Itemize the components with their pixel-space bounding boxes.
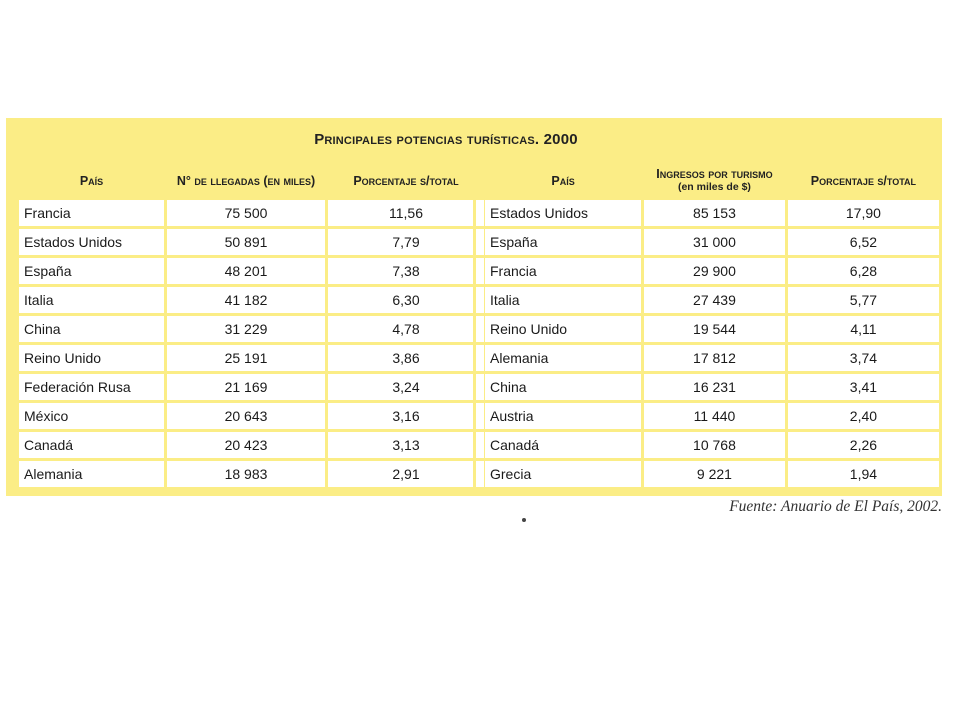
percentage-cell: 1,94 (788, 461, 939, 487)
table-row (19, 374, 484, 400)
value-cell: 9 221 (644, 461, 785, 487)
country-cell: Austria (485, 403, 641, 429)
stray-dot (522, 518, 526, 522)
country-cell: Alemania (19, 461, 164, 487)
table-row (485, 200, 939, 226)
revenue-table (482, 162, 942, 490)
country-cell: Grecia (485, 461, 641, 487)
country-cell: Reino Unido (19, 345, 164, 371)
percentage-cell: 5,77 (788, 287, 939, 313)
value-cell: 17 812 (644, 345, 785, 371)
value-cell: 10 768 (644, 432, 785, 458)
header-row (485, 165, 939, 197)
value-cell: 41 182 (167, 287, 325, 313)
arrivals-table-body (19, 200, 484, 487)
country-cell: España (485, 229, 641, 255)
header-percentage: Porcentaje s/total (328, 165, 484, 197)
table-row (485, 345, 939, 371)
table-row (19, 432, 484, 458)
table-row (485, 316, 939, 342)
table-title: Principales potencias turísticas. 2000 (314, 130, 578, 148)
country-cell: Italia (19, 287, 164, 313)
percentage-cell: 11,56 (328, 200, 484, 226)
table-divider (473, 162, 476, 494)
percentage-cell: 3,13 (328, 432, 484, 458)
table-row (485, 432, 939, 458)
percentage-cell: 2,26 (788, 432, 939, 458)
value-cell: 85 153 (644, 200, 785, 226)
source-note: Fuente: Anuario de El País, 2002. (729, 498, 942, 515)
country-cell: Reino Unido (485, 316, 641, 342)
revenue-table-body (485, 200, 939, 487)
table-row (19, 403, 484, 429)
value-cell: 75 500 (167, 200, 325, 226)
country-cell: China (485, 374, 641, 400)
value-cell: 16 231 (644, 374, 785, 400)
percentage-cell: 6,28 (788, 258, 939, 284)
country-cell: Estados Unidos (485, 200, 641, 226)
percentage-cell: 7,38 (328, 258, 484, 284)
percentage-cell: 3,74 (788, 345, 939, 371)
country-cell: China (19, 316, 164, 342)
country-cell: Canadá (485, 432, 641, 458)
table-row (19, 229, 484, 255)
table-row (485, 403, 939, 429)
header-country: País (19, 165, 164, 197)
value-cell: 31 000 (644, 229, 785, 255)
table-row (485, 287, 939, 313)
value-cell: 27 439 (644, 287, 785, 313)
header-percentage: Porcentaje s/total (788, 165, 939, 197)
title-bar (6, 118, 942, 160)
percentage-cell: 3,41 (788, 374, 939, 400)
tourism-table-panel (6, 118, 942, 496)
percentage-cell: 2,40 (788, 403, 939, 429)
percentage-cell: 2,91 (328, 461, 484, 487)
percentage-cell: 3,86 (328, 345, 484, 371)
table-row (485, 229, 939, 255)
header-revenue-unit: (en miles de $) (677, 181, 751, 193)
percentage-cell: 3,24 (328, 374, 484, 400)
percentage-cell: 4,11 (788, 316, 939, 342)
value-cell: 31 229 (167, 316, 325, 342)
country-cell: Canadá (19, 432, 164, 458)
percentage-cell: 3,16 (328, 403, 484, 429)
header-row (19, 165, 484, 197)
country-cell: México (19, 403, 164, 429)
table-row (19, 200, 484, 226)
header-country: País (485, 165, 641, 197)
country-cell: España (19, 258, 164, 284)
value-cell: 18 983 (167, 461, 325, 487)
table-row (19, 461, 484, 487)
value-cell: 29 900 (644, 258, 785, 284)
percentage-cell: 7,79 (328, 229, 484, 255)
value-cell: 11 440 (644, 403, 785, 429)
percentage-cell: 6,30 (328, 287, 484, 313)
country-cell: Francia (485, 258, 641, 284)
country-cell: Estados Unidos (19, 229, 164, 255)
country-cell: Alemania (485, 345, 641, 371)
value-cell: 19 544 (644, 316, 785, 342)
value-cell: 20 423 (167, 432, 325, 458)
table-row (19, 258, 484, 284)
value-cell: 21 169 (167, 374, 325, 400)
table-row (19, 316, 484, 342)
header-revenue (644, 165, 785, 197)
percentage-cell: 17,90 (788, 200, 939, 226)
table-row (485, 258, 939, 284)
percentage-cell: 4,78 (328, 316, 484, 342)
country-cell: Italia (485, 287, 641, 313)
value-cell: 25 191 (167, 345, 325, 371)
header-revenue-label: Ingresos por turismo (656, 167, 773, 181)
country-cell: Federación Rusa (19, 374, 164, 400)
percentage-cell: 6,52 (788, 229, 939, 255)
table-row (19, 345, 484, 371)
header-arrivals: N° de llegadas (en miles) (167, 165, 325, 197)
value-cell: 20 643 (167, 403, 325, 429)
table-row (485, 461, 939, 487)
arrivals-table (16, 162, 487, 490)
country-cell: Francia (19, 200, 164, 226)
table-row (485, 374, 939, 400)
value-cell: 50 891 (167, 229, 325, 255)
value-cell: 48 201 (167, 258, 325, 284)
table-row (19, 287, 484, 313)
